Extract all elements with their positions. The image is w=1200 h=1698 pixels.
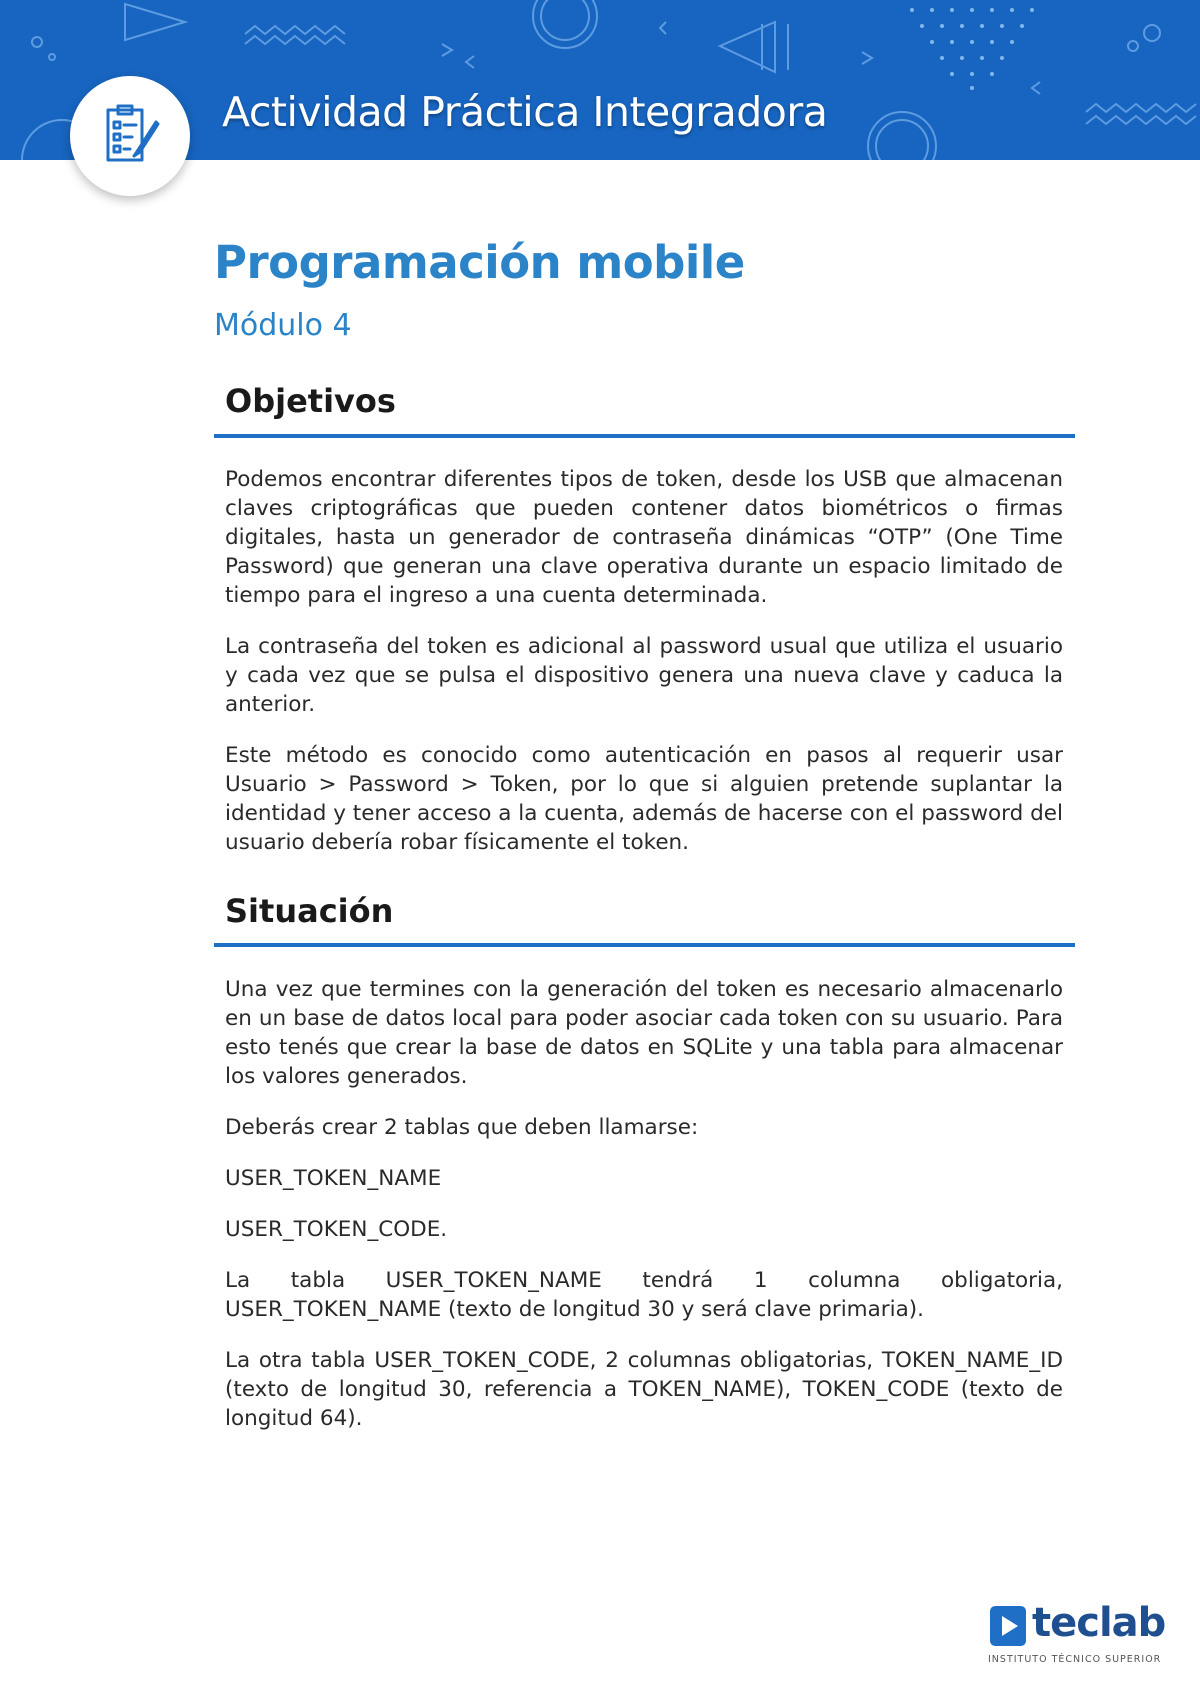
module-label: Módulo 4 (214, 308, 352, 343)
logo-subtitle: INSTITUTO TÉCNICO SUPERIOR (988, 1654, 1162, 1665)
section-divider (214, 943, 1075, 947)
paragraph: Este método es conocido como autenticación en pasos al requerir usar Usuario > Password > Token, por lo que si alguien pretende suplantar la identidad y tener acceso a la cuenta, además de hacerse con el password del usuario debería robar físicamente el token. (225, 743, 1063, 855)
play-badge-icon (988, 1604, 1028, 1648)
course-title: Programación mobile (214, 236, 745, 289)
section-heading-objetivos: Objetivos (225, 382, 396, 420)
activity-badge (70, 76, 190, 196)
paragraph: Una vez que termines con la generación del token es necesario almacenarlo en un base de datos local para poder asociar cada token con su usuario. Para esto tenés que crear la base de datos en SQLite y una tabla para almacenar los valores generados. (225, 977, 1063, 1089)
teclab-logo (988, 1600, 1168, 1670)
paragraph: Deberás crear 2 tablas que deben llamarse: (225, 1115, 699, 1140)
paragraph: La contraseña del token es adicional al password usual que utiliza el usuario y cada vez que se pulsa el dispositivo genera una nueva clave y caduca la anterior. (225, 634, 1063, 717)
paragraph: Podemos encontrar diferentes tipos de token, desde los USB que almacenan claves criptográficas que pueden contener datos biométricos o firmas digitales, hasta un generador de contraseña dinámicas “OTP” (One Time Password) que generan una clave operativa durante un espacio limitado de tiempo para el ingreso a una cuenta determinada. (225, 467, 1063, 608)
section-heading-situacion: Situación (225, 892, 394, 930)
objetivos-body (225, 465, 1063, 879)
paragraph: La otra tabla USER_TOKEN_CODE, 2 columnas obligatorias, TOKEN_NAME_ID (texto de longitud 30, referencia a TOKEN_NAME), TOKEN_CODE (texto de longitud 64). (225, 1348, 1063, 1431)
table-name-item: USER_TOKEN_CODE. (225, 1217, 448, 1242)
checklist-document-icon (94, 100, 166, 172)
activity-title: Actividad Práctica Integradora (222, 88, 828, 136)
paragraph: La tabla USER_TOKEN_NAME tendrá 1 columna obligatoria, USER_TOKEN_NAME (texto de longitud 30 y será clave primaria). (225, 1268, 1063, 1322)
situacion-body (225, 975, 1063, 1455)
table-name-item: USER_TOKEN_NAME (225, 1166, 442, 1191)
logo-wordmark: teclab (1032, 1600, 1166, 1646)
section-divider (214, 434, 1075, 438)
